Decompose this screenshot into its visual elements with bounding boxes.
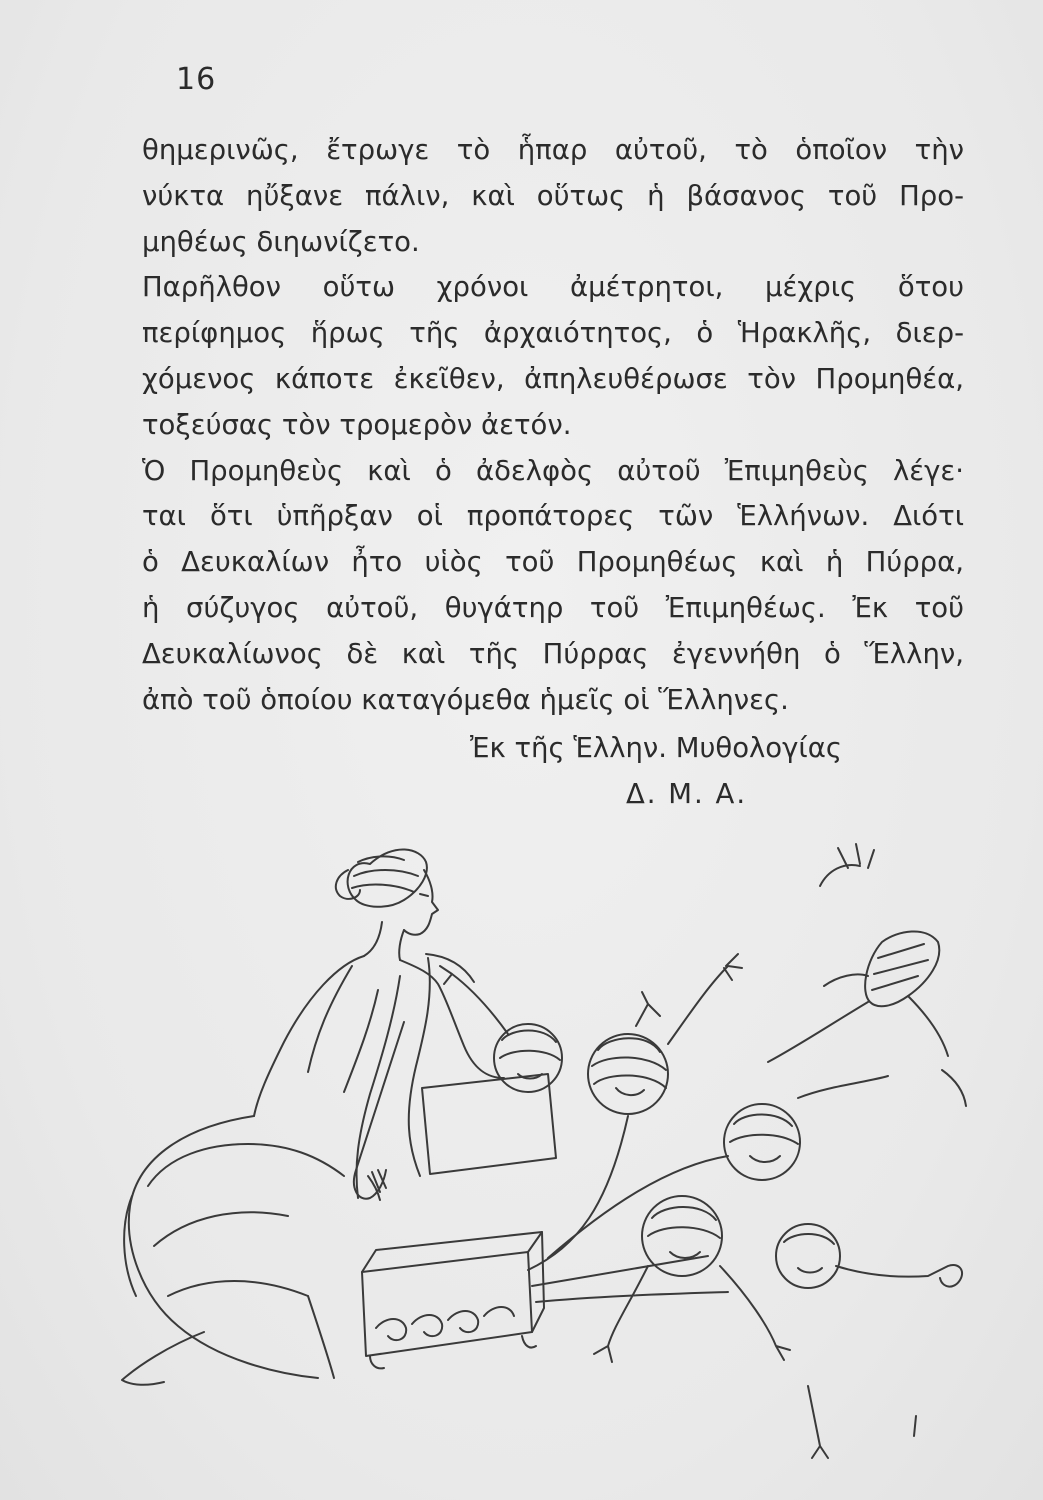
woman-figure <box>122 849 504 1384</box>
text-line: ἡ σύζυγος αὐτοῦ, θυγάτηρ τοῦ Ἐπιμηθέως. Ἐκ τοῦ <box>142 591 964 624</box>
text-line: περίφημος ἥρως τῆς ἀρχαιότητος, ὁ Ἡρακλῆς, διερ- <box>142 317 964 350</box>
author-initials: Δ. Μ. Α. <box>626 778 748 810</box>
box-drawing <box>362 1074 556 1368</box>
source-attribution: Ἐκ τῆς Ἑλλην. Μυθολογίας <box>470 732 842 764</box>
text-line: χόμενος κάποτε ἐκεῖθεν, ἀπηλευθέρωσε τὸν Προμηθέα, <box>142 362 964 395</box>
text-line: Δευκαλίωνος δὲ καὶ τῆς Πύρρας ἐγεννήθη ὁ Ἕλλην, <box>142 637 964 670</box>
text-line: Παρῆλθον οὕτω χρόνοι ἀμέτρητοι, μέχρις ὅτου <box>142 271 964 304</box>
text-line: μηθέως διηωνίζετο. <box>142 225 420 258</box>
text-line: ἀπὸ τοῦ ὁποίου καταγόμεθα ἡμεῖς οἱ Ἕλληνες. <box>142 683 789 716</box>
text-line: ται ὅτι ὑπῆρξαν οἱ προπάτορες τῶν Ἑλλήνων. Διότι <box>142 500 964 533</box>
text-line: τοξεύσας τὸν τρομερὸν ἀετόν. <box>142 408 572 441</box>
pandora-illustration <box>108 826 996 1466</box>
text-line: νύκτα ηὔξανε πάλιν, καὶ οὕτως ἡ βάσανος τοῦ Προ- <box>142 179 964 212</box>
evil-spirits <box>440 844 966 1458</box>
text-line: θημερινῶς, ἔτρωγε τὸ ἧπαρ αὐτοῦ, τὸ ὁποῖον τὴν <box>142 134 964 166</box>
page-number: 16 <box>176 62 217 97</box>
text-line: ὁ Δευκαλίων ἦτο υἱὸς τοῦ Προμηθέως καὶ ἡ Πύρρα, <box>142 546 964 579</box>
body-text <box>142 128 964 723</box>
text-line: Ὁ Προμηθεὺς καὶ ὁ ἀδελφὸς αὐτοῦ Ἐπιμηθεὺς λέγε· <box>142 454 964 487</box>
